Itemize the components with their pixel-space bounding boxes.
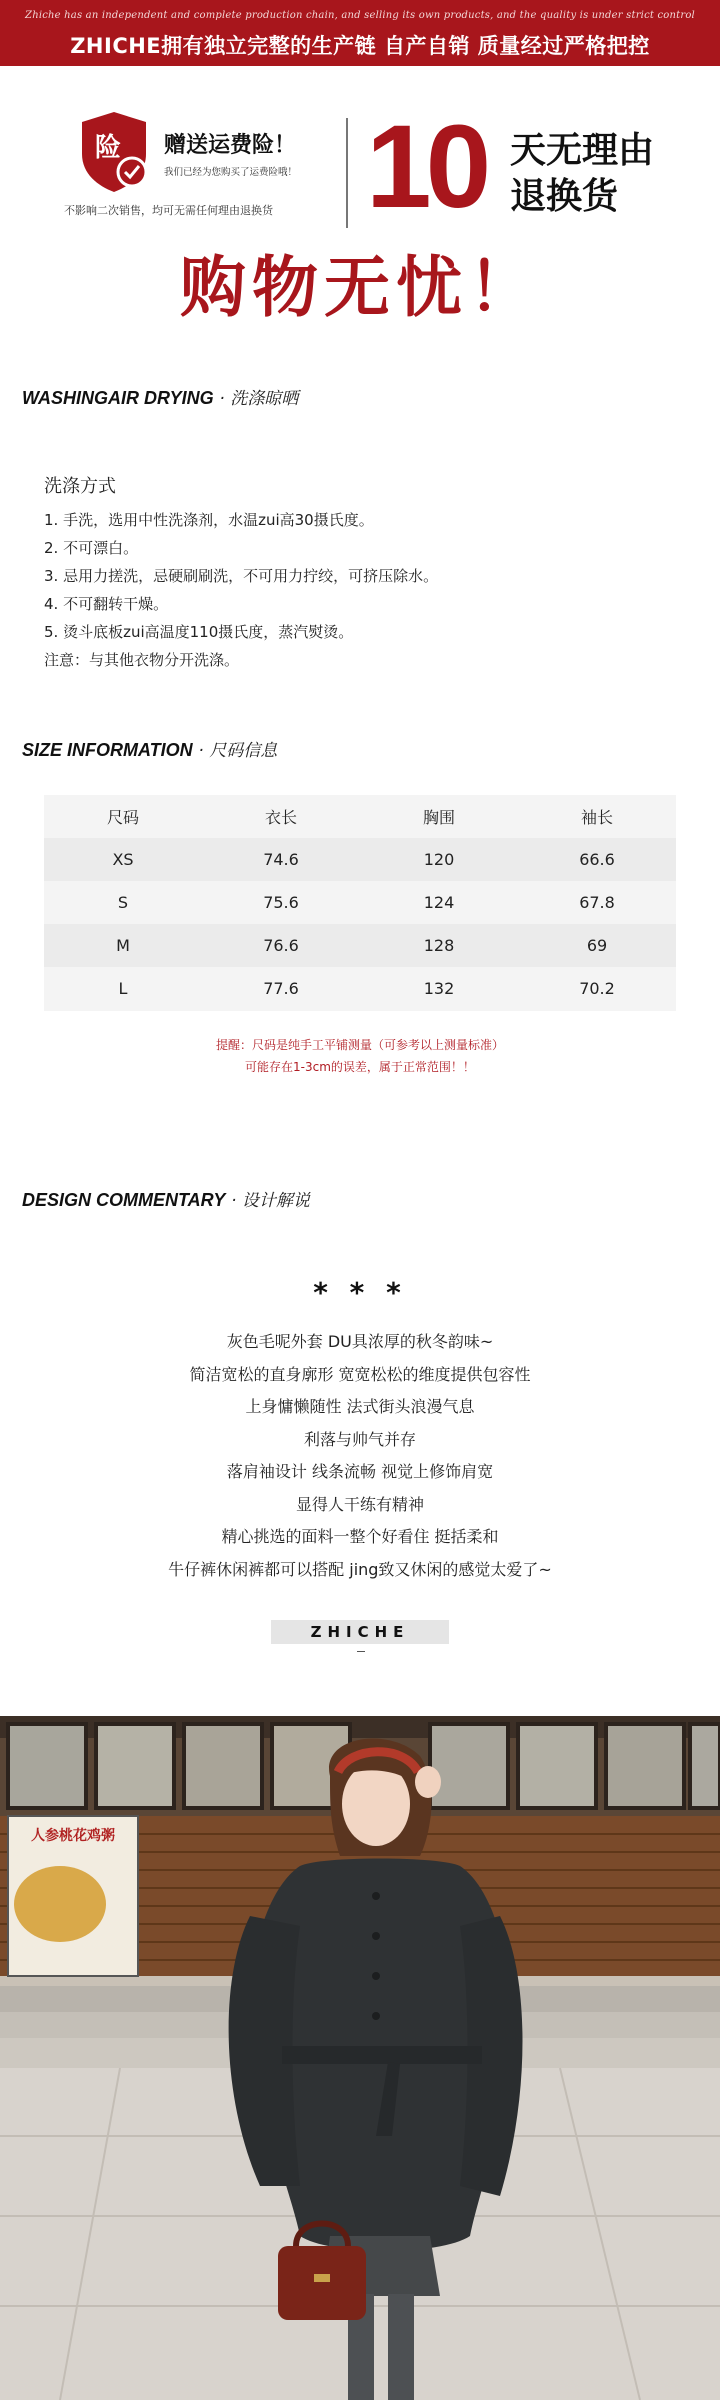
size-cell: 70.2	[579, 979, 615, 998]
shop-sign-text: 人参桃花鸡粥	[31, 1828, 115, 1844]
worry-free-slogan: 购物无忧！	[180, 249, 540, 326]
decorative-stars: * * *	[313, 1276, 407, 1309]
insurance-title: 赠送运费险！	[164, 133, 297, 158]
banner-title: ZHICHE拥有独立完整的生产链 自产自销 质量经过严格把控	[70, 34, 650, 58]
size-cell: 128	[423, 936, 455, 955]
description-line: 简洁宽松的直身廓形 宽宽松松的维度提供包容性	[189, 1364, 531, 1384]
size-cell: 75.6	[263, 893, 299, 912]
description-line: 利落与帅气并存	[303, 1429, 416, 1449]
banner-tagline: Zhiche has an independent and complete production chain, and selling its own products, and the quality is under strict control	[25, 10, 695, 21]
size-note-2: 可能存在1-3cm的误差，属于正常范围！！	[245, 1060, 475, 1074]
washing-line: 5. 烫斗底板zui高温度110摄氏度，蒸汽熨烫。	[44, 623, 354, 641]
size-cell: 67.8	[579, 893, 615, 912]
size-row	[44, 838, 676, 881]
description-line: 灰色毛呢外套 DU具浓厚的秋冬韵味~	[226, 1332, 494, 1351]
description-line: 上身慵懒随性 法式街头浪漫气息	[245, 1397, 475, 1416]
brand-label: ZHICHE	[271, 1620, 449, 1644]
size-heading-cn: 尺码信息	[209, 741, 278, 761]
shield-char: 险	[94, 133, 122, 163]
description-line: 精心挑选的面料一整个好看住 挺括柔和	[221, 1527, 499, 1546]
return-line-1: 天无理由	[510, 130, 655, 171]
description-line: 落肩袖设计 线条流畅 视觉上修饰肩宽	[226, 1462, 494, 1481]
size-cell: 74.6	[263, 850, 299, 869]
washing-heading-en: WASHINGAIR DRYING	[22, 388, 214, 408]
brand-divider	[357, 1651, 365, 1652]
return-days-number: 10	[366, 101, 486, 233]
washing-line: 2. 不可漂白。	[44, 539, 139, 557]
size-cell: 120	[423, 850, 455, 869]
design-heading: DESIGN COMMENTARY · 设计解说	[22, 1190, 310, 1211]
size-header-cell: 衣长	[264, 808, 297, 827]
washing-line: 3. 忌用力搓洗，忌硬刷刷洗，不可用力拧绞，可挤压除水。	[44, 567, 439, 585]
description-line: 牛仔裤休闲裤都可以搭配 jing致又休闲的感觉太爱了~	[168, 1559, 552, 1579]
size-table	[44, 795, 676, 1011]
washing-line: 1. 手洗，选用中性洗涤剂，水温zui高30摄氏度。	[44, 511, 374, 529]
size-cell: S	[117, 893, 129, 912]
washing-line: 4. 不可翻转干燥。	[44, 595, 169, 613]
description-line: 显得人干练有精神	[295, 1494, 424, 1514]
design-description	[0, 1326, 720, 1586]
promo-divider	[346, 118, 348, 228]
size-heading: SIZE INFORMATION · 尺码信息	[22, 740, 278, 761]
size-note-1: 提醒：尺码是纯手工平铺测量（可参考以上测量标准）	[215, 1038, 504, 1052]
size-cell: M	[116, 936, 130, 955]
model-photo	[0, 1716, 720, 2400]
size-row	[44, 924, 676, 967]
washing-heading: WASHINGAIR DRYING · 洗涤晾晒	[22, 388, 299, 409]
size-cell: 124	[423, 893, 455, 912]
return-line-2: 退换货	[510, 176, 619, 217]
size-header-cell: 尺码	[106, 808, 139, 827]
size-cell: 132	[423, 979, 455, 998]
size-header-cell: 袖长	[580, 808, 613, 827]
design-heading-cn: 设计解说	[241, 1191, 310, 1211]
insurance-note: 不影响二次销售，均可无需任何理由退换货	[64, 204, 273, 217]
design-heading-en: DESIGN COMMENTARY	[22, 1190, 226, 1210]
size-row	[44, 967, 676, 1010]
washing-title: 洗涤方式	[44, 476, 116, 497]
promo-section	[0, 66, 720, 331]
size-header-cell: 胸围	[422, 808, 455, 827]
size-cell: XS	[112, 850, 134, 869]
insurance-shield-icon	[78, 110, 150, 194]
size-cell: L	[118, 979, 128, 998]
washing-heading-cn: 洗涤晾晒	[230, 389, 299, 409]
size-row	[44, 881, 676, 924]
washing-line: 注意：与其他衣物分开洗涤。	[44, 651, 240, 669]
size-cell: 76.6	[263, 936, 299, 955]
washing-instructions	[44, 472, 438, 674]
size-heading-en: SIZE INFORMATION	[22, 740, 193, 760]
size-cell: 66.6	[579, 850, 615, 869]
size-cell: 69	[586, 936, 608, 955]
size-cell: 77.6	[263, 979, 299, 998]
size-table-header	[44, 795, 676, 838]
insurance-subtitle: 我们已经为您购买了运费险哦！	[164, 167, 298, 178]
top-banner	[0, 0, 720, 66]
